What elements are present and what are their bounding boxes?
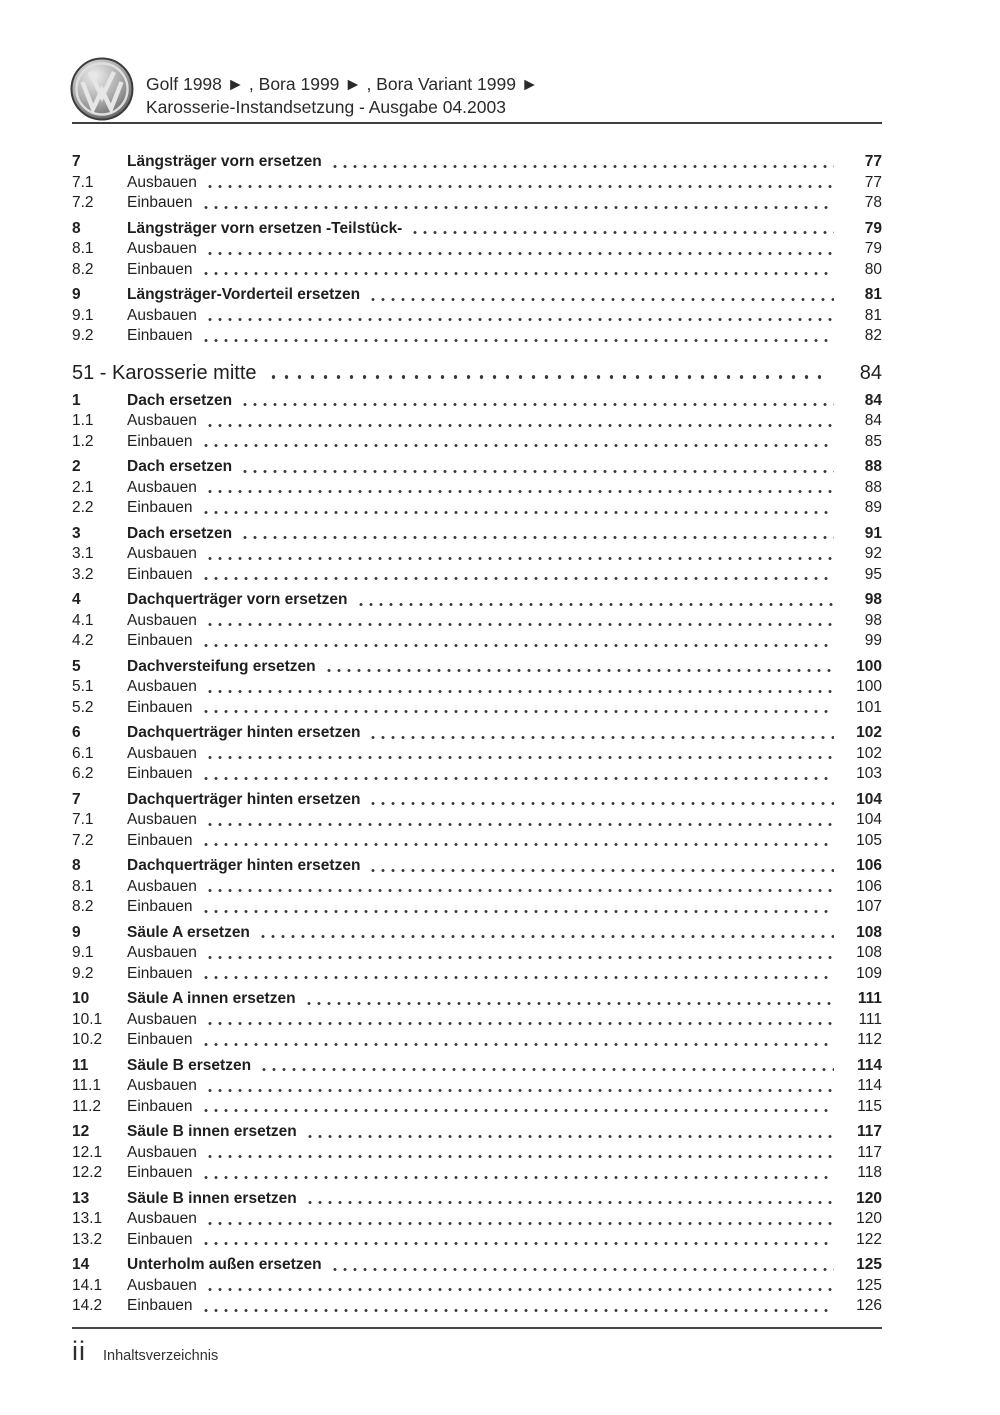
toc-entry-number: 4.2 — [72, 632, 94, 649]
toc-entry-title: Ausbauen — [127, 412, 197, 429]
toc-entry-title: Einbauen — [127, 632, 193, 649]
toc-entry-page: 98 — [864, 611, 882, 629]
toc-entry-title: Einbauen — [127, 499, 193, 516]
toc-entry-title: Dach ersetzen — [127, 524, 233, 542]
toc-entry — [72, 790, 882, 811]
toc-entry-number: 13 — [72, 1189, 90, 1207]
dot-leader — [205, 173, 834, 194]
toc-entry-title: Ausbauen — [127, 240, 197, 257]
toc-entry-title: Einbauen — [127, 698, 193, 716]
toc-entry-page: 77 — [864, 153, 882, 170]
toc-entry-number: 1.1 — [72, 412, 94, 429]
toc-entry-title: Ausbauen — [127, 611, 197, 629]
toc-entry-number: 8.2 — [72, 898, 94, 915]
dot-leader — [201, 897, 834, 918]
toc-entry — [72, 923, 882, 944]
toc-entry-page: 112 — [857, 1031, 882, 1048]
toc-entry-title: Einbauen — [127, 1230, 193, 1248]
dot-leader — [205, 677, 834, 698]
header — [70, 57, 538, 121]
dot-leader — [410, 219, 834, 240]
toc-entry-page: 101 — [856, 698, 882, 716]
toc-entry-title: Säule B innen ersetzen — [127, 1123, 297, 1140]
toc-entry — [72, 831, 882, 852]
toc-entry — [72, 1097, 882, 1118]
toc-entry-number: 14 — [72, 1256, 90, 1273]
dot-leader — [201, 1097, 834, 1118]
toc-entry-number: 13.1 — [72, 1210, 103, 1227]
toc-entry-page: 125 — [856, 1276, 882, 1294]
toc-entry-page: 109 — [856, 964, 882, 982]
toc-entry-number: 9 — [72, 923, 81, 941]
toc-entry-number: 5.1 — [72, 678, 94, 695]
toc-entry-number: 9 — [72, 286, 81, 303]
toc-entry-number: 14.2 — [72, 1297, 103, 1314]
toc-entry — [72, 1276, 882, 1297]
toc-entry-title: Säule B innen ersetzen — [127, 1189, 297, 1207]
toc-entry-title: Einbauen — [127, 1031, 193, 1048]
footer-section-label: Inhaltsverzeichnis — [103, 1348, 219, 1364]
dot-leader — [368, 856, 834, 877]
toc-entry — [72, 1209, 882, 1230]
toc-entry-title: Ausbauen — [127, 478, 197, 496]
dot-leader — [368, 285, 834, 306]
toc-chapter-heading — [72, 360, 882, 386]
toc-entry — [72, 1255, 882, 1276]
toc-entry-title: Säule A ersetzen — [127, 923, 250, 941]
toc-entry-page: 84 — [864, 412, 882, 429]
toc-entry-title: Einbauen — [127, 765, 193, 782]
toc-entry-page: 111 — [857, 990, 882, 1007]
toc-entry-number: 9.1 — [72, 944, 94, 961]
toc-entry-number: 12 — [72, 1123, 90, 1140]
toc-entry — [72, 152, 882, 173]
toc-entry-title: Dachquerträger vorn ersetzen — [127, 591, 348, 608]
toc-entry-page: 122 — [856, 1230, 882, 1248]
toc-entry — [72, 1189, 882, 1210]
toc-entry-title: Ausbauen — [127, 1010, 197, 1028]
header-models-line: Golf 1998 ► , Bora 1999 ► , Bora Variant 1999 ► — [146, 74, 539, 94]
toc-entry-number: 1.2 — [72, 432, 94, 450]
dot-leader — [201, 1163, 834, 1184]
dot-leader — [304, 989, 834, 1010]
toc-entry-page: 104 — [856, 790, 882, 808]
toc-entry-title: Einbauen — [127, 194, 193, 211]
dot-leader — [324, 657, 834, 678]
dot-leader — [205, 1076, 834, 1097]
toc-entry-title: Ausbauen — [127, 1143, 197, 1161]
toc-entry-title: Längsträger vorn ersetzen -Teilstück- — [127, 219, 403, 237]
toc-entry — [72, 764, 882, 785]
toc-entry-page: 79 — [864, 240, 882, 257]
dot-leader — [240, 391, 834, 412]
table-of-contents — [72, 124, 882, 1317]
toc-entry-page: 81 — [864, 286, 882, 303]
toc-entry-page: 100 — [856, 678, 882, 695]
dot-leader — [368, 723, 834, 744]
toc-entry-title: Ausbauen — [127, 877, 197, 895]
toc-entry-title: Ausbauen — [127, 1077, 197, 1094]
toc-entry-page: 114 — [857, 1077, 882, 1094]
toc-entry — [72, 856, 882, 877]
dot-leader — [201, 432, 834, 453]
toc-entry-title: Ausbauen — [127, 944, 197, 961]
toc-entry-title: Ausbauen — [127, 306, 197, 324]
toc-entry-number: 9.2 — [72, 327, 94, 344]
dot-leader — [201, 260, 834, 281]
toc-entry-number: 3.2 — [72, 565, 94, 583]
toc-entry-number: 3 — [72, 524, 81, 542]
dot-leader — [330, 1255, 834, 1276]
toc-entry — [72, 964, 882, 985]
toc-entry-page: 80 — [864, 260, 882, 278]
dot-leader — [330, 152, 834, 173]
toc-entry-page: 120 — [856, 1210, 882, 1227]
toc-entry — [72, 989, 882, 1010]
toc-entry-page: 98 — [864, 591, 882, 608]
toc-entry-number: 10.2 — [72, 1031, 103, 1048]
toc-entry-number: 5.2 — [72, 698, 94, 716]
dot-leader — [201, 698, 834, 719]
toc-entry-number: 2 — [72, 458, 81, 475]
dot-leader — [205, 744, 834, 765]
toc-entry-number: 7.1 — [72, 173, 94, 191]
toc-entry-page: 111 — [858, 1010, 882, 1028]
toc-entry-title: Dach ersetzen — [127, 458, 233, 475]
toc-entry — [72, 943, 882, 964]
toc-entry-number: 7 — [72, 153, 81, 170]
toc-entry-number: 12.1 — [72, 1143, 103, 1161]
toc-entry-page: 79 — [864, 219, 882, 237]
toc-entry-page: 126 — [856, 1297, 882, 1314]
toc-entry — [72, 173, 882, 194]
toc-entry-number: 8 — [72, 219, 81, 237]
dot-leader — [267, 360, 828, 386]
toc-entry — [72, 698, 882, 719]
toc-entry-number: 10.1 — [72, 1010, 103, 1028]
toc-entry-title: Ausbauen — [127, 545, 197, 562]
toc-entry-title: Ausbauen — [127, 173, 197, 191]
toc-entry-number: 11.2 — [72, 1097, 102, 1115]
toc-entry — [72, 590, 882, 611]
toc-entry-title: Dachquerträger hinten ersetzen — [127, 790, 361, 808]
toc-entry-page: 108 — [856, 923, 882, 941]
header-doc-title: Karosserie-Instandsetzung - Ausgabe 04.2003 — [146, 97, 506, 117]
dot-leader — [205, 877, 834, 898]
dot-leader — [305, 1189, 834, 1210]
toc-entry — [72, 411, 882, 432]
toc-entry-number: 8 — [72, 857, 81, 874]
toc-entry-number: 8.1 — [72, 877, 94, 895]
toc-entry — [72, 260, 882, 281]
toc-entry — [72, 565, 882, 586]
toc-entry-title: Säule A innen ersetzen — [127, 990, 296, 1007]
toc-entry-title: Einbauen — [127, 1297, 193, 1314]
dot-leader — [205, 411, 834, 432]
toc-entry — [72, 631, 882, 652]
toc-entry-page: 77 — [864, 173, 882, 191]
toc-entry-page: 88 — [864, 478, 882, 496]
footer-page-number: ii — [72, 1336, 86, 1366]
dot-leader — [201, 1030, 834, 1051]
toc-entry-page: 81 — [864, 306, 882, 324]
dot-leader — [259, 1056, 834, 1077]
dot-leader — [305, 1122, 834, 1143]
toc-entry-title: Längsträger vorn ersetzen — [127, 153, 322, 170]
dot-leader — [201, 764, 834, 785]
toc-entry-number: 9.1 — [72, 306, 94, 324]
toc-entry-number: 11 — [72, 1056, 89, 1074]
toc-entry-page: 89 — [864, 499, 882, 516]
toc-entry — [72, 193, 882, 214]
toc-entry-number: 2.1 — [72, 478, 94, 496]
toc-entry-page: 103 — [856, 765, 882, 782]
toc-entry-number: 9.2 — [72, 964, 94, 982]
toc-entry — [72, 239, 882, 260]
toc-entry-title: Ausbauen — [127, 678, 197, 695]
dot-leader — [201, 326, 834, 347]
toc-entry-title: Einbauen — [127, 831, 193, 849]
toc-entry — [72, 677, 882, 698]
toc-entry — [72, 391, 882, 412]
toc-entry-title: Einbauen — [127, 327, 193, 344]
toc-entry — [72, 432, 882, 453]
toc-entry-page: 104 — [856, 811, 882, 828]
dot-leader — [205, 1143, 834, 1164]
dot-leader — [258, 923, 834, 944]
toc-entry-page: 92 — [864, 545, 882, 562]
toc-entry — [72, 611, 882, 632]
toc-entry — [72, 524, 882, 545]
toc-entry-number: 8.2 — [72, 260, 94, 278]
toc-entry — [72, 478, 882, 499]
toc-entry — [72, 1030, 882, 1051]
toc-entry-page: 95 — [864, 565, 882, 583]
toc-entry — [72, 306, 882, 327]
toc-entry-page: 117 — [856, 1123, 882, 1140]
toc-entry-number: 7.2 — [72, 831, 94, 849]
dot-leader — [205, 810, 834, 831]
toc-entry-page: 102 — [856, 744, 882, 762]
toc-entry-page: 99 — [864, 632, 882, 649]
toc-entry-number: 7 — [72, 790, 81, 808]
toc-entry-title: Dachversteifung ersetzen — [127, 657, 316, 675]
dot-leader — [201, 1230, 834, 1251]
toc-entry — [72, 877, 882, 898]
dot-leader — [205, 239, 834, 260]
toc-entry-number: 6.2 — [72, 765, 94, 782]
dot-leader — [205, 478, 834, 499]
toc-entry-page: 82 — [864, 327, 882, 344]
toc-entry — [72, 723, 882, 744]
dot-leader — [201, 631, 834, 652]
toc-entry — [72, 457, 882, 478]
toc-entry-number: 11.1 — [72, 1077, 102, 1094]
dot-leader — [205, 943, 834, 964]
toc-entry — [72, 1230, 882, 1251]
toc-entry-title: Ausbauen — [127, 744, 197, 762]
toc-entry-number: 2.2 — [72, 499, 94, 516]
toc-entry-page: 107 — [856, 898, 882, 915]
toc-entry — [72, 1122, 882, 1143]
toc-entry-number: 8.1 — [72, 240, 94, 257]
toc-entry — [72, 285, 882, 306]
dot-leader — [205, 1276, 834, 1297]
toc-entry — [72, 1076, 882, 1097]
toc-entry — [72, 498, 882, 519]
toc-entry-number: 6.1 — [72, 744, 94, 762]
toc-entry — [72, 744, 882, 765]
toc-entry — [72, 544, 882, 565]
dot-leader — [205, 306, 834, 327]
toc-entry-page: 118 — [857, 1164, 882, 1181]
toc-entry-title: Dach ersetzen — [127, 391, 233, 409]
toc-entry-page: 105 — [856, 831, 882, 849]
toc-entry-title: Dachquerträger hinten ersetzen — [127, 724, 361, 741]
toc-entry-title: Säule B ersetzen — [127, 1056, 252, 1074]
dot-leader — [356, 590, 834, 611]
dot-leader — [205, 544, 834, 565]
dot-leader — [201, 193, 834, 214]
toc-entry-title: Unterholm außen ersetzen — [127, 1256, 322, 1273]
toc-entry-title: Einbauen — [127, 898, 193, 915]
footer — [72, 1327, 882, 1365]
toc-entry-page: 88 — [864, 458, 882, 475]
toc-entry — [72, 657, 882, 678]
toc-entry-number: 4 — [72, 591, 81, 608]
dot-leader — [201, 1296, 834, 1317]
toc-entry-page: 115 — [857, 1097, 882, 1115]
toc-entry — [72, 219, 882, 240]
toc-entry-page: 114 — [856, 1056, 882, 1074]
toc-entry-page: 117 — [857, 1143, 882, 1161]
toc-entry-page: 85 — [864, 432, 882, 450]
chapter-heading-page: 84 — [859, 361, 882, 384]
dot-leader — [368, 790, 834, 811]
toc-entry-page: 108 — [856, 944, 882, 961]
dot-leader — [205, 1010, 834, 1031]
toc-entry-number: 14.1 — [72, 1276, 103, 1294]
toc-entry — [72, 1163, 882, 1184]
vw-logo-icon — [70, 57, 134, 121]
dot-leader — [240, 524, 834, 545]
toc-entry-number: 6 — [72, 724, 81, 741]
toc-entry-number: 5 — [72, 657, 81, 675]
chapter-heading-label: 51 - Karosserie mitte — [72, 361, 257, 384]
toc-entry-title: Dachquerträger hinten ersetzen — [127, 857, 361, 874]
toc-entry-page: 125 — [856, 1256, 882, 1273]
toc-entry — [72, 810, 882, 831]
toc-entry-number: 7.2 — [72, 194, 94, 211]
toc-entry-page: 91 — [864, 524, 882, 542]
dot-leader — [205, 611, 834, 632]
toc-entry-title: Ausbauen — [127, 1210, 197, 1227]
toc-entry-number: 7.1 — [72, 811, 94, 828]
toc-entry-title: Einbauen — [127, 432, 193, 450]
dot-leader — [201, 565, 834, 586]
toc-entry-title: Ausbauen — [127, 811, 197, 828]
toc-entry-page: 84 — [864, 391, 882, 409]
toc-entry — [72, 1143, 882, 1164]
toc-entry-page: 102 — [856, 724, 882, 741]
toc-entry — [72, 1010, 882, 1031]
toc-entry-title: Längsträger-Vorderteil ersetzen — [127, 286, 361, 303]
toc-entry-page: 106 — [856, 857, 882, 874]
toc-entry — [72, 897, 882, 918]
toc-entry-page: 106 — [856, 877, 882, 895]
toc-entry-page: 100 — [856, 657, 882, 675]
toc-entry-number: 4.1 — [72, 611, 94, 629]
toc-entry-number: 13.2 — [72, 1230, 103, 1248]
dot-leader — [201, 964, 834, 985]
toc-entry-title: Einbauen — [127, 964, 193, 982]
toc-entry-title: Einbauen — [127, 260, 193, 278]
toc-entry-title: Einbauen — [127, 565, 193, 583]
toc-entry — [72, 1296, 882, 1317]
toc-entry-page: 78 — [864, 194, 882, 211]
toc-entry-number: 3.1 — [72, 545, 94, 562]
toc-entry — [72, 326, 882, 347]
toc-entry-number: 12.2 — [72, 1164, 103, 1181]
toc-entry-title: Einbauen — [127, 1097, 193, 1115]
dot-leader — [240, 457, 834, 478]
toc-entry-number: 10 — [72, 990, 90, 1007]
toc-entry — [72, 1056, 882, 1077]
toc-entry-number: 1 — [72, 391, 81, 409]
toc-entry-title: Ausbauen — [127, 1276, 197, 1294]
toc-entry-page: 120 — [856, 1189, 882, 1207]
dot-leader — [201, 831, 834, 852]
dot-leader — [201, 498, 834, 519]
toc-entry-title: Einbauen — [127, 1164, 193, 1181]
dot-leader — [205, 1209, 834, 1230]
